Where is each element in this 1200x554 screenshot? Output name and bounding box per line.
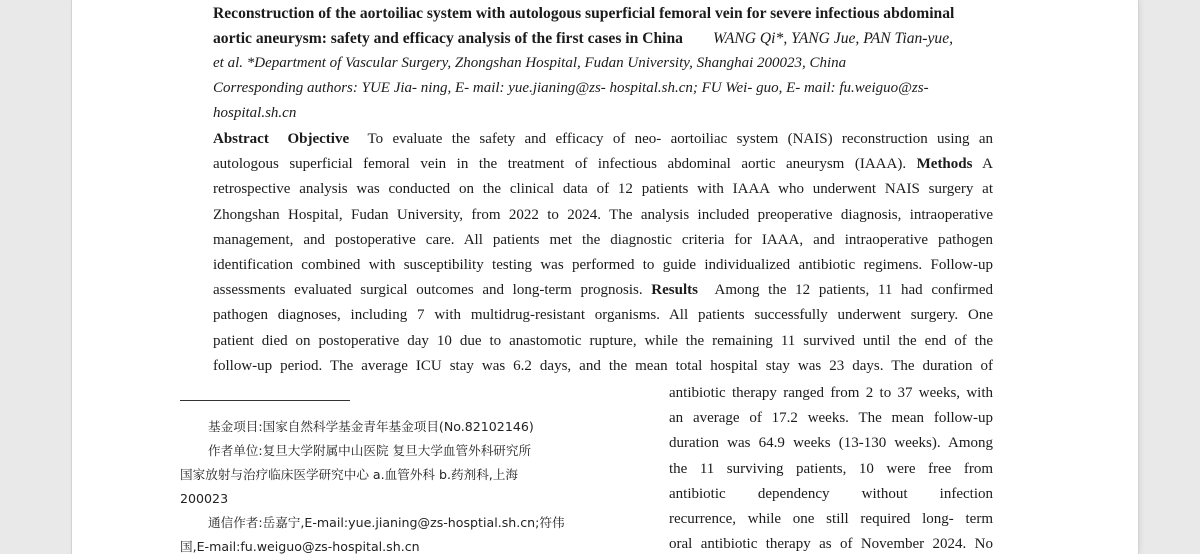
abstract [213, 127, 993, 379]
fund-note: 基金项目:国家自然科学基金青年基金项目(No.82102146) [208, 419, 534, 434]
document-page [72, 0, 1138, 554]
column-line: oral antibiotic therapy as of November 2024. No [669, 536, 993, 553]
title-line-1: Reconstruction of the aortoiliac system with autologous superficial femoral vein for severe infectious abdominal [213, 5, 955, 22]
corresponding-authors-line-1: Corresponding authors: YUE Jia- ning, E- mail: yue.jianing@zs- hospital.sh.cn; FU Wei- guo, E- mail: fu.weiguo@zs- [213, 80, 929, 96]
abstract-line: assessments evaluated surgical outcomes and long-term prognosis. Results Among the 12 patients, 11 had confirmed [213, 282, 993, 299]
column-line: duration was 64.9 weeks (13-130 weeks). Among [669, 435, 993, 452]
article-title [213, 1, 993, 51]
title-line-2: aortic aneurysm: safety and efficacy analysis of the first cases in China [213, 30, 683, 47]
abstract-line: identification combined with susceptibility testing was performed to guide individualized antibiotic regimens. Follow-up [213, 257, 993, 274]
column-line: recurrence, while one still required long- term [669, 511, 993, 528]
column-line: an average of 17.2 weeks. The mean follow-up [669, 410, 993, 427]
abstract-line: autologous superficial femoral vein in the treatment of infectious abdominal aortic aneurysm (IAAA). Methods A [213, 156, 994, 173]
results-heading: Results [651, 282, 698, 299]
abstract-line: pathogen diagnoses, including 7 with multidrug-resistant organisms. All patients successfully underwent surgery. One [213, 307, 993, 324]
abstract-line: follow-up period. The average ICU stay was 6.2 days, and the mean total hospital stay was 23 days. The duration of [213, 357, 993, 374]
unit-note-line-1: 作者单位:复旦大学附属中山医院 复旦大学血管外科研究所 [208, 443, 532, 458]
abstract-line: retrospective analysis was conducted on the clinical data of 12 patients with IAAA who underwent NAIS surgery at [213, 181, 993, 198]
abstract-line: Abstract Objective To evaluate the safety and efficacy of neo- aortoiliac system (NAIS) reconstruction using an [213, 131, 994, 147]
author-list: WANG Qi*, YANG Jue, PAN Tian-yue, [712, 30, 954, 47]
corresponding-note-line-1: 通信作者:岳嘉宁,E-mail:yue.jianing@zs-hosptial.sh.cn;符伟 [208, 515, 565, 530]
footnote-divider [180, 400, 350, 401]
column-line: the 11 surviving patients, 10 were free from [669, 460, 993, 477]
objective-heading: Objective [287, 131, 350, 147]
unit-note-line-3: 200023 [180, 491, 229, 506]
corresponding-note-line-2: 国,E-mail:fu.weiguo@zs-hospital.sh.cn [180, 539, 420, 554]
abstract-heading: Abstract [213, 131, 269, 147]
unit-note-line-2: 国家放射与治疗临床医学研究中心 a.血管外科 b.药剂科,上海 [180, 467, 518, 482]
right-column-text [669, 381, 993, 554]
abstract-line: management, and postoperative care. All patients met the diagnostic criteria for IAAA, and intraoperative pathogen [213, 231, 993, 248]
affiliation: et al. *Department of Vascular Surgery, Zhongshan Hospital, Fudan University, Shanghai 200023, China [213, 55, 847, 71]
author-info [213, 51, 993, 126]
column-line: antibiotic dependency without infection [669, 485, 993, 502]
abstract-line: Zhongshan Hospital, Fudan University, from 2022 to 2024. The analysis included preoperative diagnosis, intraoperative [213, 206, 993, 223]
abstract-line: patient died on postoperative day 10 due to anastomotic rupture, while the remaining 11 survived until the end of the [213, 332, 993, 349]
corresponding-authors-line-2: hospital.sh.cn [213, 105, 297, 121]
column-line: antibiotic therapy ranged from 2 to 37 weeks, with [669, 385, 993, 401]
footnotes [180, 415, 600, 554]
methods-heading: Methods [916, 156, 973, 173]
